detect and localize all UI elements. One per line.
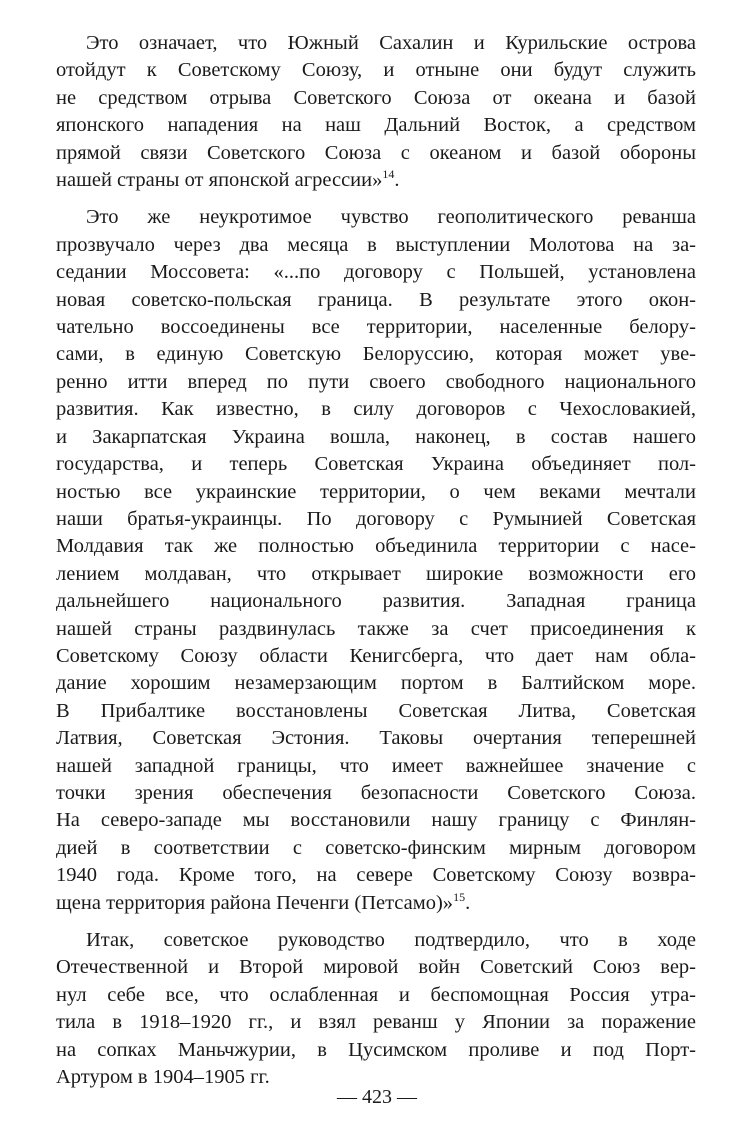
paragraph-2 <box>56 204 696 917</box>
text-line: сами, в единую Советскую Белоруссию, которая может уве- <box>56 343 696 366</box>
page-number: — 423 — <box>337 1086 417 1108</box>
footnote-ref: 14 <box>382 167 395 182</box>
text-line-content: щена территория района Печенги (Петсамо)» <box>56 891 454 914</box>
text-line: государства, и теперь Советская Украина объединяет пол- <box>56 453 696 476</box>
text-line: прозвучало через два месяца в выступлении Молотова на за- <box>56 233 696 256</box>
text-line: На северо-западе мы восстановили нашу границу с Финлян- <box>56 809 696 832</box>
text-line: прямой связи Советского Союза с океаном и базой обороны <box>56 141 696 164</box>
text-line: Молдавия так же полностью объединила территории с насе- <box>56 535 696 558</box>
paragraph-3 <box>56 927 696 1091</box>
text-line-last <box>56 890 696 917</box>
text-line: на сопках Маньчжурии, в Цусимском проливе и под Порт- <box>56 1038 696 1061</box>
text-line: лением молдаван, что открывает широкие возможности его <box>56 562 696 585</box>
text-line: Это же неукротимое чувство геополитического реванша <box>86 206 696 229</box>
text-line: развития. Как известно, в силу договоров с Чехословакией, <box>56 398 696 421</box>
text-line-last: Артуром в 1904–1905 гг. <box>56 1066 270 1089</box>
text-line: японского нападения на наш Дальний Восток, а средством <box>56 114 696 137</box>
text-line: Отечественной и Второй мировой войн Советский Союз вер- <box>56 956 696 979</box>
paragraph-1 <box>56 30 696 194</box>
text-line: наши братья-украинцы. По договору с Румынией Советская <box>56 507 696 530</box>
text-line: точки зрения обеспечения безопасности Советского Союза. <box>56 781 696 804</box>
footnote-trailing: . <box>465 891 471 914</box>
text-line: ностью все украинские территории, о чем веками мечтали <box>56 480 696 503</box>
text-line: чательно воссоединены все территории, населенные белору- <box>56 316 696 339</box>
text-line: тила в 1918–1920 гг., и взял реванш у Японии за поражение <box>56 1011 696 1034</box>
text-line: нул себе все, что ослабленная и беспомощная Россия утра- <box>56 983 696 1006</box>
text-line: 1940 года. Кроме того, на севере Советскому Союзу возвра- <box>56 864 696 887</box>
text-line: Советскому Союзу области Кенигсберга, что дает нам обла- <box>56 644 696 667</box>
footnote-ref: 15 <box>453 889 466 904</box>
text-line: отойдут к Советскому Союзу, и отныне они будут служить <box>56 59 696 82</box>
text-line: дией в соответствии с советско-финским мирным договором <box>56 836 696 859</box>
text-line: нашей страны раздвинулась также за счет присоединения к <box>56 617 696 640</box>
text-line: Латвия, Советская Эстония. Таковы очертания теперешней <box>56 727 696 750</box>
text-line: ренно итти вперед по пути своего свободного национального <box>56 370 696 393</box>
text-line: седании Моссовета: «...по договору с Польшей, установлена <box>56 261 696 284</box>
text-line: Это означает, что Южный Сахалин и Курильские острова <box>86 32 696 54</box>
text-line: не средством отрыва Советского Союза от океана и базой <box>56 86 696 109</box>
text-line: Итак, советское руководство подтвердило, что в ходе <box>86 929 696 951</box>
text-line-last <box>56 167 696 194</box>
text-line: дальнейшего национального развития. Западная граница <box>56 590 696 613</box>
text-line: В Прибалтике восстановлены Советская Литва, Советская <box>56 699 696 722</box>
text-line: новая советско-польская граница. В результате этого окон- <box>56 288 696 311</box>
text-line: дание хорошим незамерзающим портом в Балтийском море. <box>56 672 696 695</box>
footnote-trailing: . <box>394 169 400 192</box>
text-line: и Закарпатская Украина вошла, наконец, в состав нашего <box>56 425 696 448</box>
text-line: нашей западной границы, что имеет важнейшее значение с <box>56 754 696 777</box>
text-line-content: нашей страны от японской агрессии» <box>56 169 383 192</box>
page-body <box>56 30 696 1091</box>
